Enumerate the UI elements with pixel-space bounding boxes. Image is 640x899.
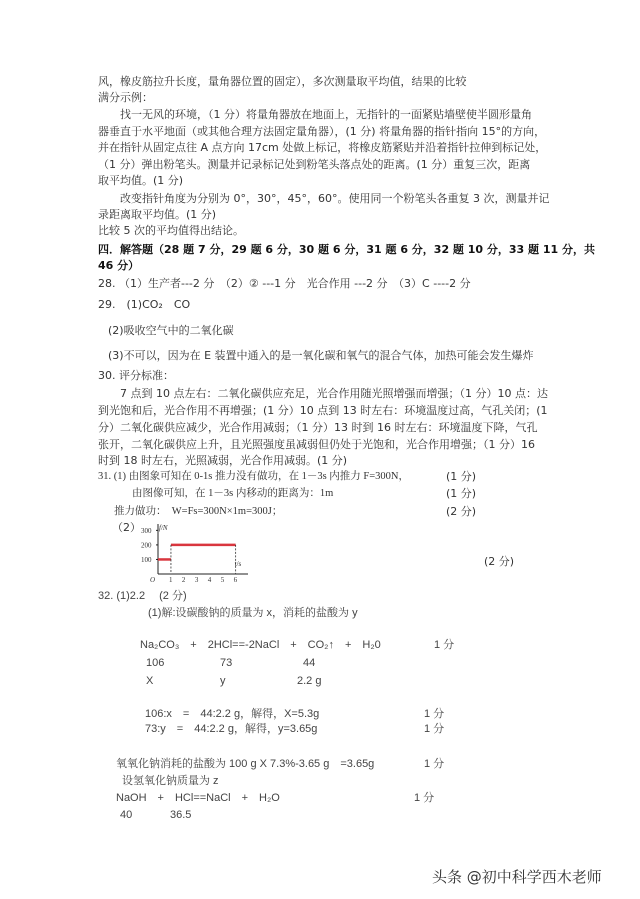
q30-line: 到光饱和后，光合作用不再增强；(1 分）10 点到 13 时左右：环境温度过高，气孔关闭；(1 [98, 404, 548, 417]
text-line: （1 分）弹出粉笔头。测量并记录标记处到粉笔头落点处的距离。(1 分）重复三次，距离 [98, 158, 531, 171]
calc-line: 设氢氧化钠质量为 z [122, 775, 219, 787]
x-tick-label: 2 [181, 576, 186, 584]
q32-line: (1)解:设碳酸钠的质量为 x，消耗的盐酸为 y [148, 607, 358, 619]
q29-line: (2)吸收空气中的二氧化碳 [108, 324, 234, 337]
equation: Na₂CO₃ + 2HCl==-2NaCl + CO₂↑ + H₂0 [140, 639, 381, 651]
value: 44 [303, 657, 316, 669]
score: 1 分 [424, 723, 445, 735]
calc-line: 氧氧化钠消耗的盐酸为 100 g X 7.3%-3.65 g =3.65g [116, 758, 375, 770]
q31-score: (1 分) [446, 487, 477, 500]
force-time-graph [140, 522, 250, 586]
q30-line: 30. 评分标准： [98, 369, 174, 382]
q29-line: 29. (1)CO₂ CO [98, 298, 191, 311]
x-axis-label: t/s [234, 560, 242, 568]
score: 1 分 [414, 792, 435, 804]
y-tick-label: 300 [141, 526, 152, 535]
value: 73 [220, 657, 233, 669]
score: 1 分 [424, 758, 445, 770]
q30-line: 时到 18 时左右，光照减弱，光合作用减弱。(1 分) [98, 454, 348, 467]
q31-score: (2 分) [446, 505, 477, 518]
q29-line: (3)不可以，因为在 E 装置中通入的是一氧化碳和氧气的混合气体，加热可能会发生爆炸 [108, 349, 534, 362]
calc-line: 106:x = 44:2.2 g，解得，X=5.3g [145, 708, 320, 720]
q28-answer: 28. （1）生产者---2 分 （2）② ---1 分 光合作用 ---2 分 （3）C ----2 分 [98, 277, 471, 290]
score: 1 分 [424, 708, 445, 720]
x-tick-label: 4 [207, 576, 212, 584]
value: 106 [146, 657, 165, 669]
q31-score: (2 分) [484, 555, 515, 568]
x-tick-label: 6 [233, 576, 238, 584]
x-tick-label: 3 [194, 576, 199, 584]
y-tick-label: 200 [141, 541, 152, 550]
value: 40 [120, 809, 133, 821]
q31-line: 31. (1) 由图象可知在 0-1s 推力没有做功，在 1－3s 内推力 F=300N， [98, 471, 410, 482]
watermark: 头条 @初中科学西木老师 [432, 868, 602, 886]
equation: NaOH + HCl==NaCl + H₂O [116, 792, 280, 804]
value: 2.2 g [297, 675, 322, 687]
x-tick-label: 1 [168, 576, 173, 584]
calc-line: 73:y = 44:2.2 g，解得，y=3.65g [145, 723, 318, 735]
text-line: 找一无风的环境，（1 分）将量角器放在地面上，无指针的一面紧贴墙壁使半圆形量角 [120, 108, 532, 121]
q31-line: 由图像可知，在 1－3s 内移动的距离为：1m [132, 488, 334, 499]
q30-line: 张开，二氧化碳供应上升，且光照强度虽减弱但仍处于光饱和，光合作用增强；（1 分）16 [98, 438, 535, 451]
text-line: 器垂直于水平地面（或其他合理方法固定量角器），(1 分) 将量角器的指针指向 15°的方向， [98, 125, 546, 138]
value: y [220, 675, 226, 687]
section-heading-cont: 46 分） [98, 259, 140, 272]
section-heading: 四．解答题（28 题 7 分，29 题 6 分，30 题 6 分，31 题 6 分，32 题 10 分，33 题 11 分，共 [98, 243, 596, 256]
q30-line: 7 点到 10 点左右：二氧化碳供应充足，光合作用随光照增强而增强；（1 分）10 点：达 [120, 387, 548, 400]
text-line: 并在指针从固定点往 A 点方向 17cm 处做上标记，将橡皮筋紧贴并沿着指针拉伸到标记处， [98, 141, 547, 154]
q31-part2-label: （2） [112, 521, 141, 534]
origin-label: O [150, 576, 156, 584]
y-axis-label: f/N [159, 524, 168, 532]
score: 1 分 [434, 639, 455, 651]
value: 36.5 [170, 809, 192, 821]
text-line: 满分示例： [98, 91, 153, 104]
text-line: 录距离取平均值。(1 分) [98, 208, 217, 221]
q32-line: 32. (1)2.2 (2 分) [98, 590, 187, 602]
q31-line: 推力做功： W=Fs=300N×1m=300J； [114, 506, 283, 517]
value: X [146, 675, 154, 687]
text-line: 比较 5 次的平均值得出结论。 [98, 224, 244, 237]
q30-line: 分）二氧化碳供应减少，光合作用减弱；（1 分）13 时到 16 时左右：环境温度下降，气孔 [98, 421, 538, 434]
text-line: 取平均值。(1 分) [98, 174, 184, 187]
x-tick-label: 5 [220, 576, 225, 584]
q31-score: (1 分) [446, 470, 477, 483]
text-line: 风，橡皮筋拉升长度，量角器位置的固定），多次测量取平均值，结果的比较 [98, 75, 467, 88]
text-line: 改变指针角度为分别为 0°，30°，45°，60°。使用同一个粉笔头各重复 3 次，测量并记 [120, 192, 550, 205]
y-tick-label: 100 [141, 555, 152, 564]
